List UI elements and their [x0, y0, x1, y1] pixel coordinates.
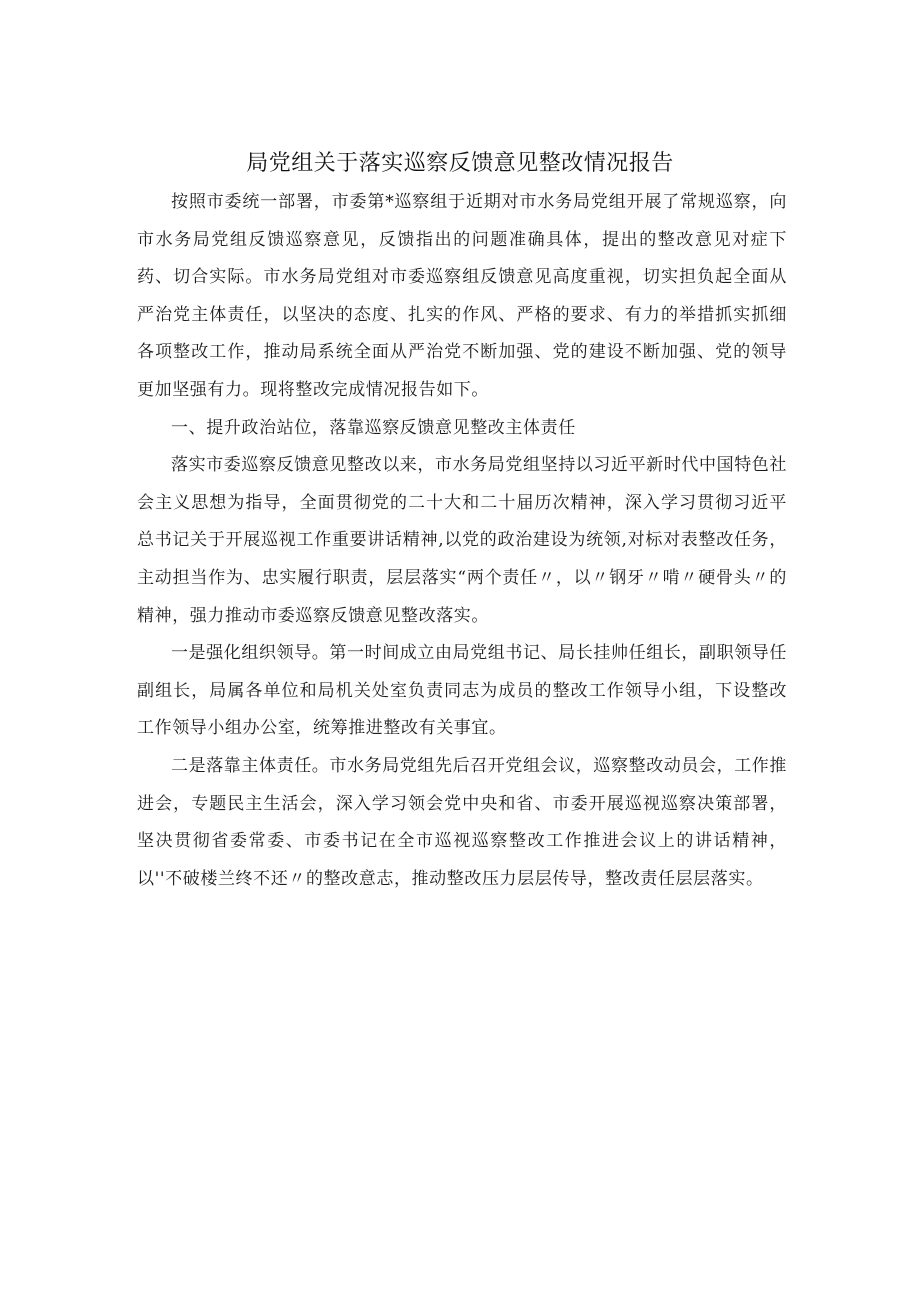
- paragraph-point-2: 二是落靠主体责任。市水务局党组先后召开党组会议，巡察整改动员会，工作推进会，专题民主生活会，深入学习领会党中央和省、市委开展巡视巡察决策部署，坚决贯彻省委常委、市委书记在全市巡视巡察整改工作推进会议上的讲话精神，以''不破楼兰终不还〃的整改意志，推动整改压力层层传导，整改责任层层落实。: [137, 755, 787, 889]
- document-body: [137, 184, 787, 898]
- section-heading-1: 一、提升政治站位，落靠巡察反馈意见整改主体责任: [171, 417, 576, 438]
- paragraph-section-1: 落实市委巡察反馈意见整改以来，市水务局党组坚持以习近平新时代中国特色社会主义思想为指导，全面贯彻党的二十大和二十届历次精神，深入学习贯彻习近平总书记关于开展巡视工作重要讲话精神,以党的政治建设为统领,对标对表整改任务，主动担当作为、忠实履行职责，层层落实“两个责任〃，以〃钢牙〃啃〃硬骨头〃的精神，强力推动市委巡察反馈意见整改落实。: [137, 455, 787, 626]
- paragraph-point-1: 一是强化组织领导。第一时间成立由局党组书记、局长挂帅任组长，副职领导任副组长，局属各单位和局机关处室负责同志为成员的整改工作领导小组，下设整改工作领导小组办公室，统筹推进整改有关事宜。: [137, 643, 787, 739]
- paragraph-intro: 按照市委统一部署，市委第*巡察组于近期对市水务局党组开展了常规巡察，向市水务局党组反馈巡察意见，反馈指出的问题准确具体，提出的整改意见对症下药、切合实际。市水务局党组对市委巡察组反馈意见高度重视，切实担负起全面从严治党主体责任，以坚决的态度、扎实的作风、严格的要求、有力的举措抓实抓细各项整改工作，推动局系统全面从严治党不断加强、党的建设不断加强、党的领导更加坚强有力。现将整改完成情况报告如下。: [137, 192, 787, 400]
- document-title: 局党组关于落实巡察反馈意见整改情况报告: [246, 151, 674, 176]
